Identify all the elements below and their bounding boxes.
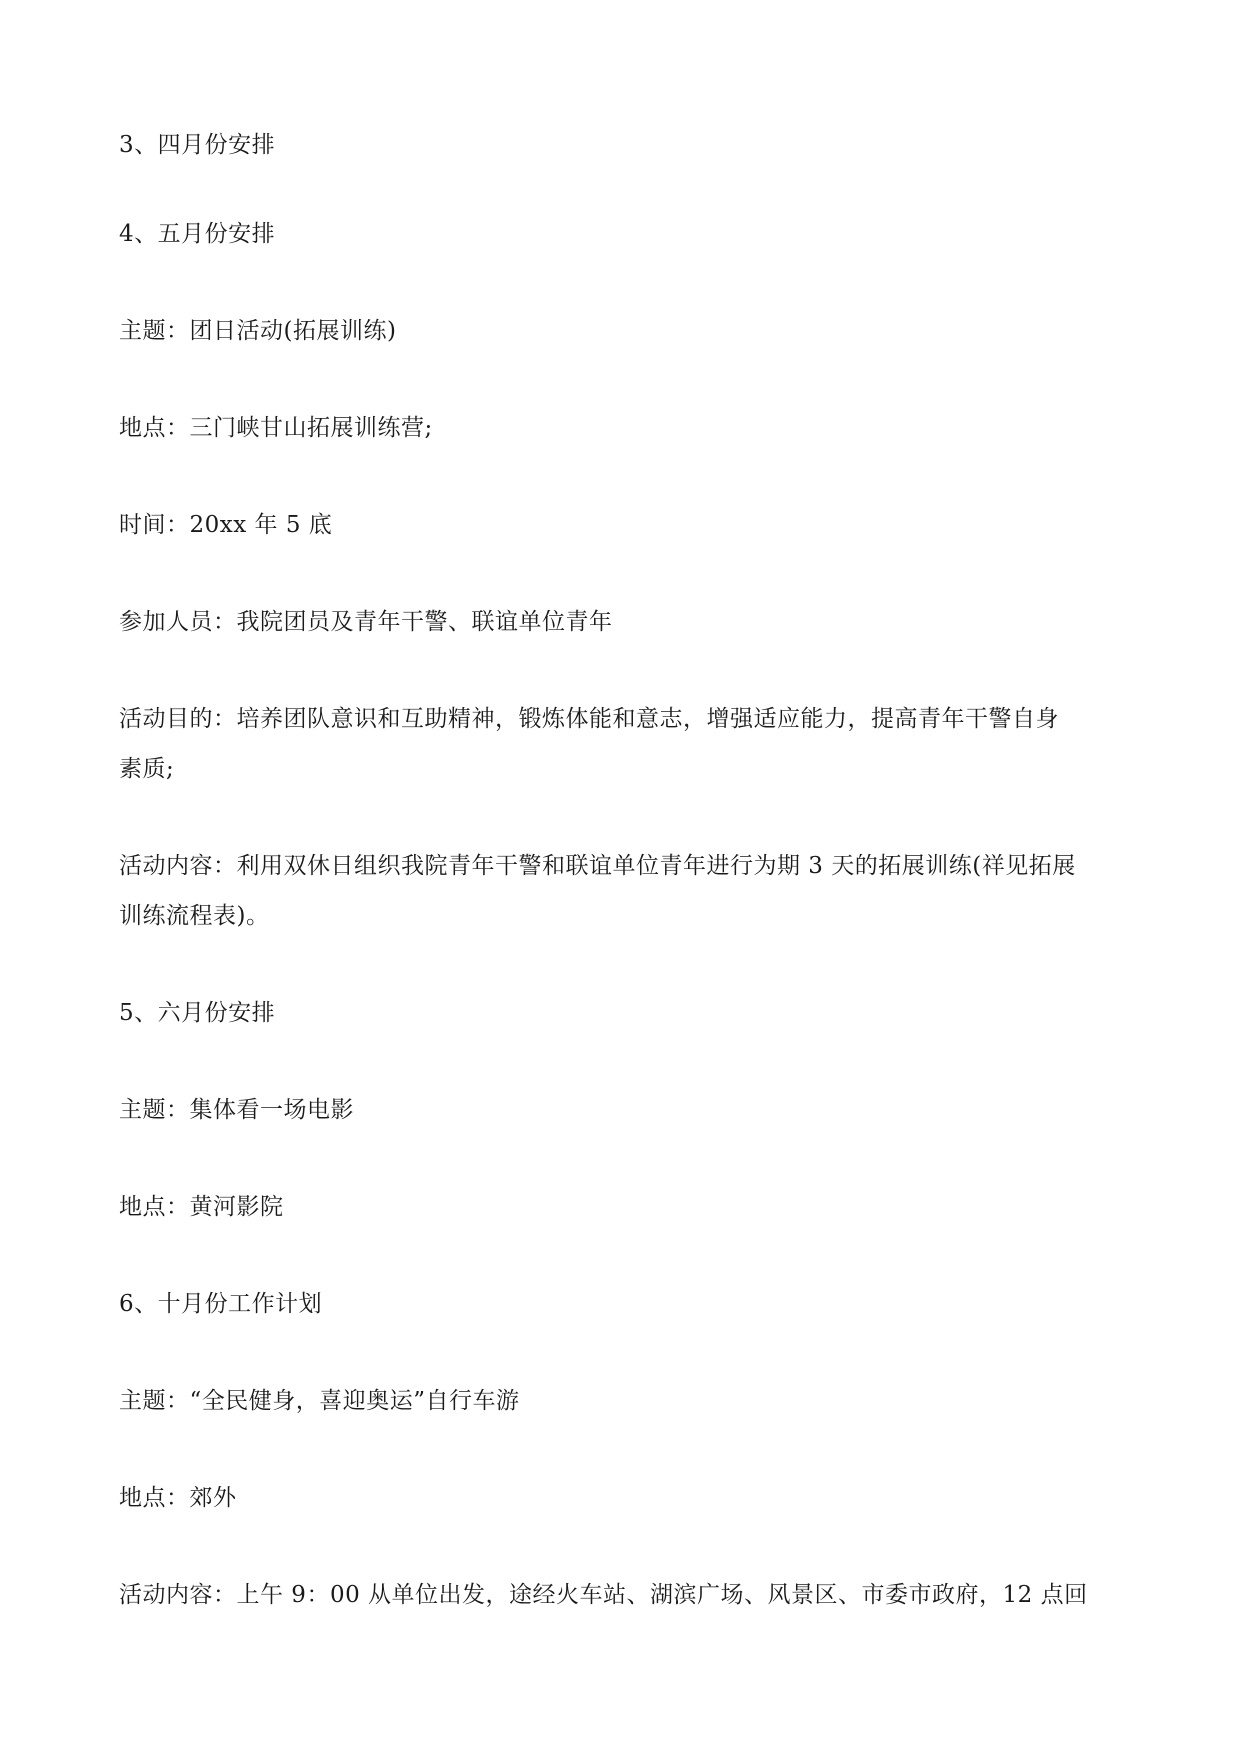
october-content: 活动内容：上午 9：00 从单位出发，途经火车站、湖滨广场、风景区、市委市政府，12 点回 xyxy=(119,1582,1088,1608)
october-location: 地点：郊外 xyxy=(119,1485,237,1511)
june-location: 地点：黄河影院 xyxy=(119,1194,284,1220)
june-theme: 主题：集体看一场电影 xyxy=(119,1097,354,1123)
may-content-line2: 训练流程表)。 xyxy=(119,903,270,929)
heading-october: 6、十月份工作计划 xyxy=(119,1291,323,1317)
may-participants: 参加人员：我院团员及青年干警、联谊单位青年 xyxy=(119,609,613,635)
may-location: 地点：三门峡甘山拓展训练营; xyxy=(119,415,433,441)
heading-may: 4、五月份安排 xyxy=(119,221,276,247)
may-time: 时间：20xx 年 5 底 xyxy=(119,512,333,538)
heading-april: 3、四月份安排 xyxy=(119,132,276,158)
may-theme: 主题：团日活动(拓展训练) xyxy=(119,318,397,344)
heading-june: 5、六月份安排 xyxy=(119,1000,276,1026)
may-purpose-line2: 素质; xyxy=(119,756,175,782)
may-purpose-line1: 活动目的：培养团队意识和互助精神，锻炼体能和意志，增强适应能力，提高青年干警自身 xyxy=(119,706,1059,732)
october-theme: 主题：“全民健身，喜迎奥运”自行车游 xyxy=(119,1388,520,1414)
may-content-line1: 活动内容：利用双休日组织我院青年干警和联谊单位青年进行为期 3 天的拓展训练(祥见拓展 xyxy=(119,853,1076,879)
